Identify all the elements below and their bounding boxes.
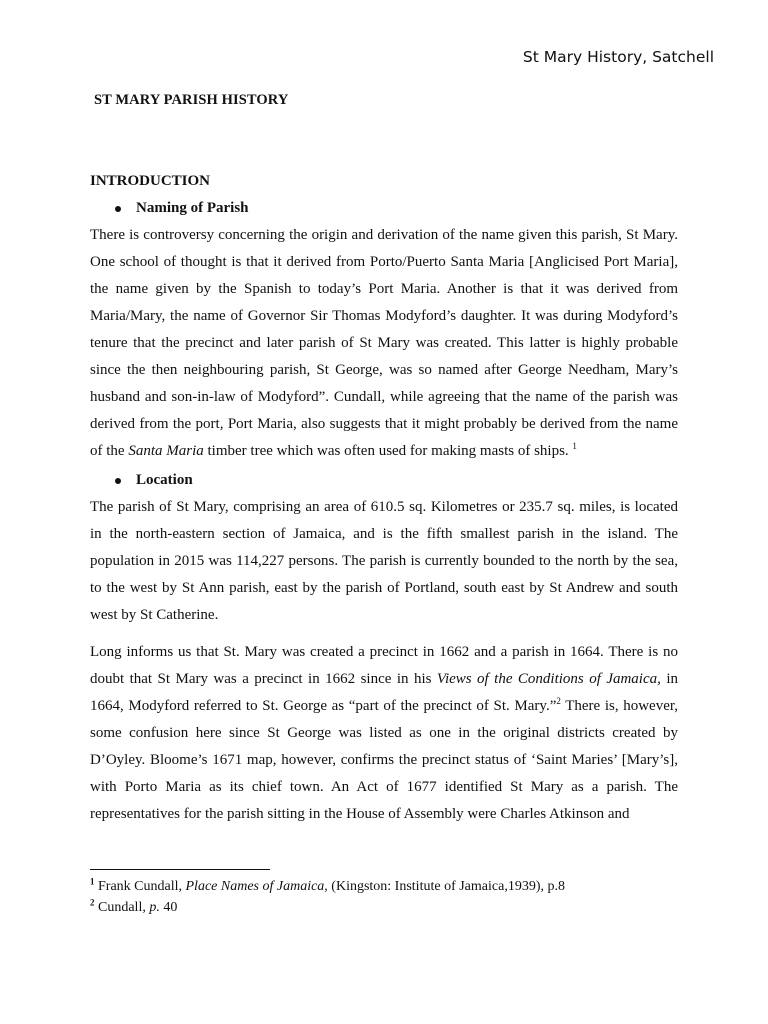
footnote-text: Cundall, (98, 900, 150, 915)
footnote-text: , (Kingston: Institute of Jamaica,1939), p.8 (324, 879, 565, 894)
italic-term: Santa Maria (128, 443, 204, 459)
paragraph-text: Long informs us that St. Mary was created a precinct in 1662 and a parish in 1664. There is no doubt that St Mary was a precinct in 1662 since in his (90, 644, 678, 687)
paragraph-text: timber tree which was often used for making masts of ships. (203, 443, 573, 459)
footnote-italic: p. (149, 900, 160, 915)
footnote-1 (90, 876, 690, 897)
subheading-naming-of-parish (90, 195, 678, 222)
paragraph-text: There is controversy concerning the origin and derivation of the name given this parish, St Mary. One school of thought is that it derived from Porto/Puerto Santa Maria [Anglicised Port Maria], the name given by the Spanish to today’s Port Maria. Another is that it was derived from Maria/Mary, the name of Governor Sir Thomas Modyford’s daughter. It was during Modyford’s tenure that the precinct and later parish of St Mary was created. This latter is highly probable since the then neighbouring parish, St George, was so named after George Needham, Mary’s husband and son-in-law of Modyford”. Cundall, while agreeing that the name of the parish was derived from the port, Port Maria, also suggests that it might probably be derived from the name of the (90, 227, 678, 459)
paragraph-naming (90, 222, 678, 465)
paragraph-text: in 1664, Modyford referred to St. George as “part of the precinct of St. Mary.” (90, 671, 678, 714)
paragraph-text: There is, however, some confusion here since St George was listed as one in the original districts created by D’Oyley. Bloome’s 1671 map, however, confirms the precinct status of ‘Saint Maries’ [Mary’s], with Porto Maria as its chief town. An Act of 1677 identified St Mary as a parish. The representatives for the parish sitting in the House of Assembly were Charles Atkinson and (90, 698, 679, 822)
section-heading-introduction: INTRODUCTION (90, 173, 211, 189)
italic-title: Views of the Conditions of Jamaica, (436, 671, 661, 687)
bullet-icon (115, 206, 121, 212)
footnote-divider (90, 869, 270, 870)
subheading-label: Location (136, 472, 193, 488)
footnote-2 (90, 897, 690, 918)
footnote-text: 40 (159, 900, 178, 915)
subheading-location (90, 467, 678, 494)
footnotes (90, 876, 690, 918)
paragraph-history (90, 639, 678, 828)
footnote-number: 2 (90, 897, 95, 908)
footnote-reference[interactable]: 2 (556, 696, 561, 706)
footnote-reference[interactable]: 1 (572, 441, 577, 451)
paragraph-location: The parish of St Mary, comprising an area of 610.5 sq. Kilometres or 235.7 sq. miles, is located in the north-eastern section of Jamaica, and is the fifth smallest parish in the island. The population in 2015 was 114,227 persons. The parish is currently bounded to the north by the sea, to the west by St Ann parish, east by the parish of Portland, south east by St Andrew and south west by St Catherine. (90, 499, 678, 623)
footnote-number: 1 (90, 876, 95, 887)
footnote-italic: Place Names of Jamaica (185, 879, 325, 894)
document-title: ST MARY PARISH HISTORY (94, 92, 289, 108)
bullet-icon (115, 478, 121, 484)
document-body (90, 170, 678, 828)
footnote-text: Frank Cundall, (98, 879, 186, 894)
subheading-label: Naming of Parish (136, 200, 249, 216)
running-header: St Mary History, Satchell (522, 48, 714, 66)
